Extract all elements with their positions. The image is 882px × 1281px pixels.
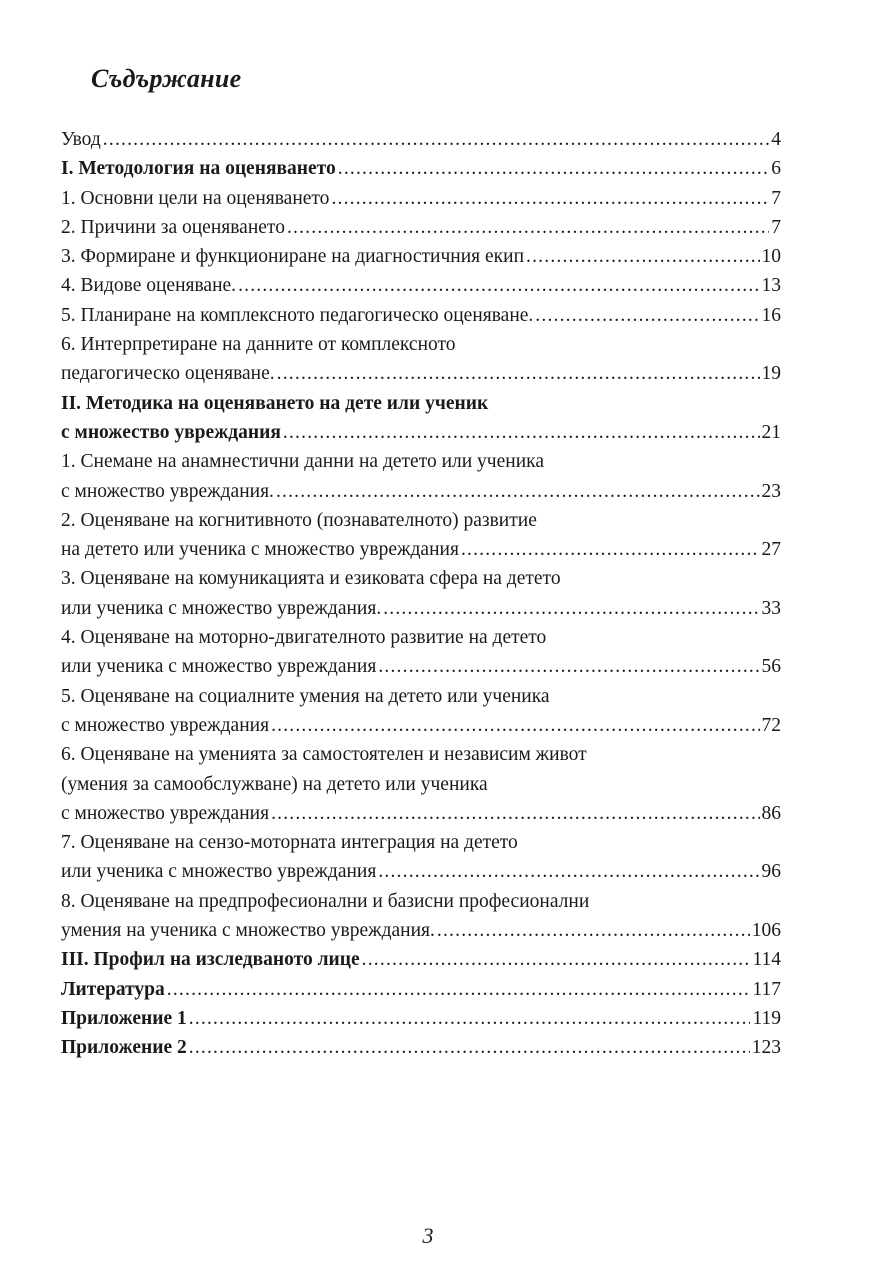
toc-entry-line bbox=[61, 477, 781, 506]
toc-entry-line bbox=[61, 916, 781, 945]
toc-page-number: 19 bbox=[761, 363, 781, 385]
toc-entry-line bbox=[61, 799, 781, 828]
toc-page-number: 16 bbox=[761, 304, 781, 326]
toc-entry-text: 6. Оценяване на уменията за самостоятелен и независим живот bbox=[61, 744, 587, 766]
toc-entry-text: умения на ученика с множество увреждания. bbox=[61, 920, 435, 942]
toc-entry-line bbox=[61, 359, 781, 388]
toc-page-number: 86 bbox=[761, 802, 781, 824]
toc-page-number: 119 bbox=[752, 1007, 781, 1029]
toc-entry-line bbox=[61, 652, 781, 681]
toc-page-number: 7 bbox=[771, 187, 781, 209]
toc-page-number: 33 bbox=[761, 597, 781, 619]
toc-page-number: 117 bbox=[752, 978, 781, 1000]
toc-leader-dots bbox=[283, 418, 760, 447]
toc-entry-line bbox=[61, 740, 781, 769]
toc-entry-text: 7. Оценяване на сензо-моторната интеграция на детето bbox=[61, 832, 518, 854]
toc-page-number: 21 bbox=[761, 421, 781, 443]
toc-entry-line bbox=[61, 564, 781, 593]
toc-entry-line bbox=[61, 535, 781, 564]
table-of-contents bbox=[61, 125, 781, 1063]
toc-entry-text: 8. Оценяване на предпрофесионални и базисни професионални bbox=[61, 890, 590, 912]
toc-entry-line bbox=[61, 389, 781, 418]
toc-leader-dots bbox=[271, 799, 759, 828]
toc-entry-text: 2. Причини за оценяването bbox=[61, 216, 285, 238]
toc-page-number: 96 bbox=[761, 861, 781, 883]
toc-page-number: 6 bbox=[771, 158, 781, 180]
toc-entry-line bbox=[61, 945, 781, 974]
toc-page-number: 23 bbox=[761, 480, 781, 502]
toc-entry-text: 3. Формиране и функциониране на диагностичния екип bbox=[61, 246, 525, 268]
toc-entry-text: 6. Интерпретиране на данните от комплексното bbox=[61, 334, 456, 356]
toc-leader-dots bbox=[287, 213, 769, 242]
toc-entry-text: с множество увреждания. bbox=[61, 480, 274, 502]
toc-entry-line bbox=[61, 447, 781, 476]
page-number: 3 bbox=[422, 1223, 434, 1248]
toc-entry-text: I. Методология на оценяването bbox=[61, 158, 336, 180]
toc-entry-text: 1. Основни цели на оценяването bbox=[61, 187, 330, 209]
toc-entry-text: 4. Оценяване на моторно-двигателното развитие на детето bbox=[61, 627, 547, 649]
toc-entry-line bbox=[61, 418, 781, 447]
toc-entry-text: 2. Оценяване на когнитивното (познавателното) развитие bbox=[61, 509, 537, 531]
toc-leader-dots bbox=[362, 945, 751, 974]
toc-entry-text: или ученика с множество увреждания. bbox=[61, 597, 382, 619]
toc-leader-dots bbox=[535, 301, 759, 330]
toc-entry-line bbox=[61, 1004, 781, 1033]
toc-leader-dots bbox=[378, 652, 759, 681]
toc-leader-dots bbox=[167, 975, 751, 1004]
toc-entry-line bbox=[61, 711, 781, 740]
toc-entry-line bbox=[61, 682, 781, 711]
toc-leader-dots bbox=[338, 154, 770, 183]
toc-entry-text: с множество увреждания bbox=[61, 421, 281, 443]
toc-page-number: 27 bbox=[761, 539, 781, 561]
toc-entry-text: или ученика с множество увреждания bbox=[61, 861, 377, 883]
toc-entry-line bbox=[61, 887, 781, 916]
toc-page-number: 114 bbox=[752, 949, 781, 971]
toc-entry-line bbox=[61, 301, 781, 330]
toc-leader-dots bbox=[526, 242, 759, 271]
toc-entry-text: 5. Оценяване на социалните умения на детето или ученика bbox=[61, 685, 550, 707]
toc-entry-line bbox=[61, 770, 781, 799]
toc-entry-text: с множество увреждания bbox=[61, 714, 270, 736]
toc-entry-text: с множество увреждания bbox=[61, 802, 270, 824]
toc-leader-dots bbox=[189, 1033, 750, 1062]
toc-leader-dots bbox=[238, 271, 759, 300]
toc-entry-line bbox=[61, 1033, 781, 1062]
toc-entry-text: Приложение 2 bbox=[61, 1037, 187, 1059]
toc-entry-text: 4. Видове оценяване. bbox=[61, 275, 237, 297]
toc-page-number: 10 bbox=[761, 246, 781, 268]
toc-page-number: 7 bbox=[771, 216, 781, 238]
toc-entry-text: Увод bbox=[61, 129, 101, 150]
toc-leader-dots bbox=[331, 184, 769, 213]
toc-entry-text: или ученика с множество увреждания bbox=[61, 656, 377, 678]
toc-entry-line bbox=[61, 857, 781, 886]
toc-leader-dots bbox=[276, 477, 760, 506]
toc-entry-text: II. Методика на оценяването на дете или ученик bbox=[61, 392, 489, 414]
toc-entry-line bbox=[61, 213, 781, 242]
toc-page-number: 56 bbox=[761, 656, 781, 678]
toc-entry-line bbox=[61, 506, 781, 535]
toc-entry-text: Литература bbox=[61, 978, 165, 1000]
toc-entry-line bbox=[61, 154, 781, 183]
toc-entry-text: (умения за самообслужване) на детето или ученика bbox=[61, 773, 488, 795]
toc-leader-dots bbox=[103, 125, 769, 154]
toc-entry-line bbox=[61, 242, 781, 271]
toc-page-number: 4 bbox=[771, 129, 781, 150]
toc-entry-text: 3. Оценяване на комуникацията и езиковата сфера на детето bbox=[61, 568, 561, 590]
toc-entry-line bbox=[61, 623, 781, 652]
toc-page-number: 72 bbox=[761, 714, 781, 736]
toc-page-number: 123 bbox=[751, 1037, 781, 1059]
toc-leader-dots bbox=[271, 711, 759, 740]
toc-entry-text: 5. Планиране на комплексното педагогическо оценяване. bbox=[61, 304, 534, 326]
toc-entry-line bbox=[61, 594, 781, 623]
toc-leader-dots bbox=[437, 916, 750, 945]
toc-page-number: 106 bbox=[751, 920, 781, 942]
toc-leader-dots bbox=[461, 535, 760, 564]
toc-entry-line bbox=[61, 330, 781, 359]
toc-leader-dots bbox=[383, 594, 759, 623]
toc-entry-text: III. Профил на изследваното лице bbox=[61, 949, 360, 971]
toc-entry-line bbox=[61, 125, 781, 154]
toc-entry-line bbox=[61, 975, 781, 1004]
page-title: Съдържание bbox=[91, 64, 242, 93]
toc-entry-line bbox=[61, 271, 781, 300]
toc-page-number: 13 bbox=[761, 275, 781, 297]
toc-leader-dots bbox=[277, 359, 760, 388]
toc-entry-text: педагогическо оценяване. bbox=[61, 363, 275, 385]
toc-entry-text: 1. Снемане на анамнестични данни на детето или ученика bbox=[61, 451, 544, 473]
toc-leader-dots bbox=[189, 1004, 751, 1033]
toc-entry-line bbox=[61, 828, 781, 857]
toc-entry-text: Приложение 1 bbox=[61, 1007, 187, 1029]
toc-entry-text: на детето или ученика с множество увреждания bbox=[61, 539, 459, 561]
toc-entry-line bbox=[61, 184, 781, 213]
toc-leader-dots bbox=[378, 857, 759, 886]
